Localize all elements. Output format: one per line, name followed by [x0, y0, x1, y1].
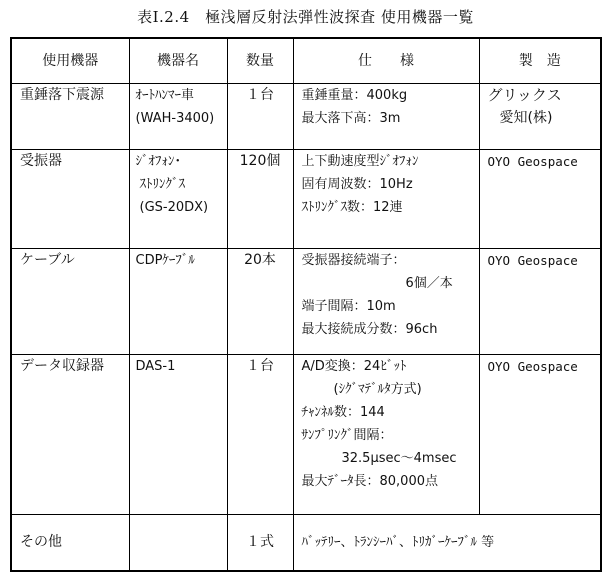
- header-name: 機器名: [129, 38, 227, 84]
- row-qty: １台: [227, 84, 293, 150]
- table-row: [11, 150, 601, 249]
- header-spec: 仕 様: [293, 38, 479, 84]
- table-row: [11, 84, 601, 150]
- row-maker: OYO Geospace: [479, 249, 601, 355]
- row-name: DAS-1: [129, 355, 227, 515]
- header-row: [11, 38, 601, 84]
- header-maker: 製 造: [479, 38, 601, 84]
- row-other-spec: ﾊﾞｯﾃﾘｰ、ﾄﾗﾝｼｰﾊﾞ、ﾄﾘｶﾞｰｹｰﾌﾞﾙ 等: [293, 515, 601, 571]
- table-row: [11, 355, 601, 515]
- header-qty: 数量: [227, 38, 293, 84]
- equipment-table: [10, 37, 602, 572]
- row-qty: 120個: [227, 150, 293, 249]
- row-category: 受振器: [11, 150, 129, 249]
- row-name: ｵｰﾄﾊﾝﾏｰ車 (WAH-3400): [129, 84, 227, 150]
- row-category: ケーブル: [11, 249, 129, 355]
- table-row: [11, 515, 601, 571]
- row-name: CDPｹｰﾌﾞﾙ: [129, 249, 227, 355]
- row-name: [129, 515, 227, 571]
- table-row: [11, 249, 601, 355]
- row-maker: グリックス 愛知(株): [479, 84, 601, 150]
- row-category: 重錘落下震源: [11, 84, 129, 150]
- header-category: 使用機器: [11, 38, 129, 84]
- row-qty: １台: [227, 355, 293, 515]
- row-qty: 20本: [227, 249, 293, 355]
- row-spec: 重錘重量：400kg 最大落下高：3m: [293, 84, 479, 150]
- row-name: ｼﾞｵﾌｫﾝ･ ｽﾄﾘﾝｸﾞｽ (GS-20DX): [129, 150, 227, 249]
- row-maker: OYO Geospace: [479, 355, 601, 515]
- row-qty: １式: [227, 515, 293, 571]
- row-spec: A/D変換：24ﾋﾞｯﾄ (ｼｸﾞﾏﾃﾞﾙﾀ方式) ﾁｬﾝﾈﾙ数：144 ｻﾝﾌﾟﾘﾝｸﾞ間隔： 32.5μsec～4msec 最大ﾃﾞｰﾀ長：80,000点: [293, 355, 479, 515]
- row-spec: 受振器接続端子： 6個／本 端子間隔：10m 最大接続成分数：96ch: [293, 249, 479, 355]
- row-maker: OYO Geospace: [479, 150, 601, 249]
- table-title: 表Ⅰ.2.4 極浅層反射法弾性波探査 使用機器一覧: [137, 8, 474, 26]
- row-category: その他: [11, 515, 129, 571]
- row-spec: 上下動速度型ｼﾞｵﾌｫﾝ 固有周波数：10Hz ｽﾄﾘﾝｸﾞｽ数：12連: [293, 150, 479, 249]
- row-category: データ収録器: [11, 355, 129, 515]
